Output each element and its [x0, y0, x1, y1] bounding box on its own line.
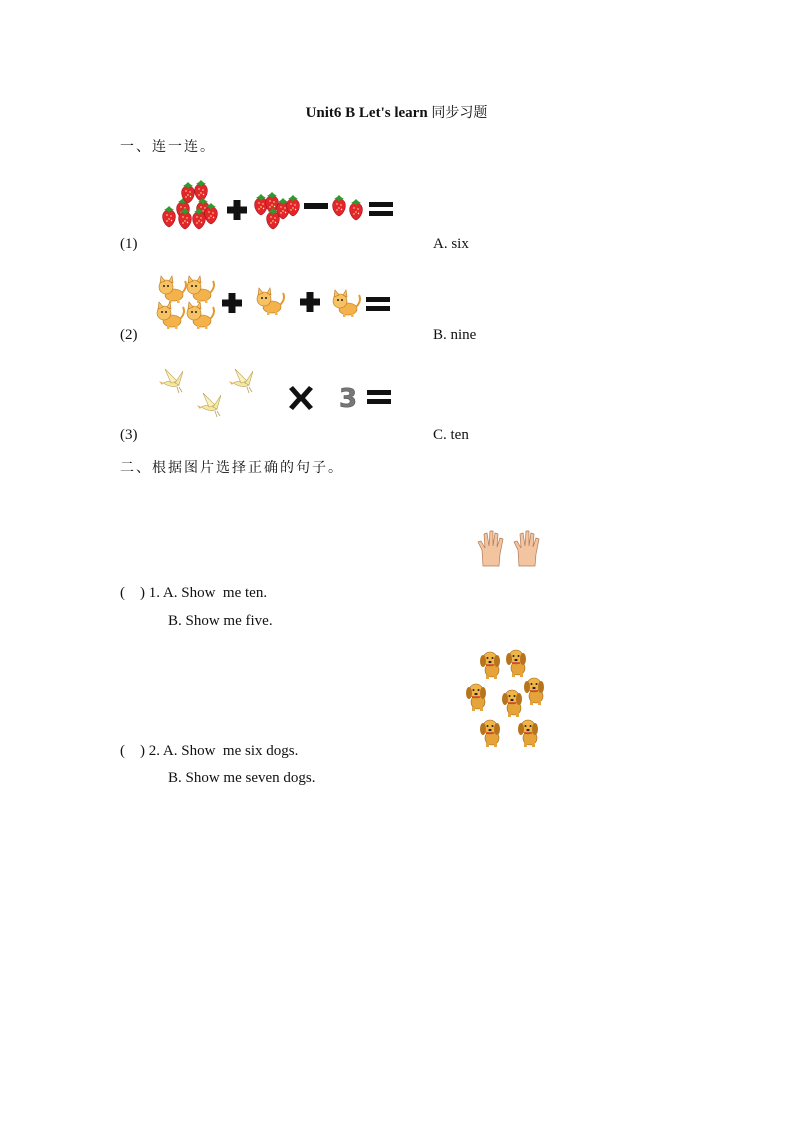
- item-1-number: (1): [120, 236, 138, 252]
- kitten-icon: [257, 288, 284, 315]
- question-2-option-b: B. Show me seven dogs.: [168, 770, 316, 786]
- title-cn: 同步习题: [431, 105, 488, 121]
- plus-icon: [222, 293, 242, 313]
- item-2-number: (2): [120, 327, 138, 343]
- question-1-option-a: ( ) 1. A. Show me ten.: [120, 585, 268, 601]
- right-hand-icon: [514, 531, 539, 566]
- bird-group-icon: [159, 369, 253, 417]
- section1-heading: 一、连一连。: [120, 139, 216, 155]
- dogs-picture: [462, 648, 552, 760]
- kitten-icon: [333, 290, 360, 317]
- equals-icon: [369, 202, 393, 216]
- answer-a: A. six: [433, 236, 469, 252]
- title-en: Unit6 B Let's learn: [305, 105, 428, 121]
- plus-icon: [300, 292, 320, 312]
- plus-icon: [227, 200, 247, 220]
- multiplier-number: 3: [339, 384, 358, 414]
- strawberry-group-icon: [163, 180, 218, 229]
- equals-icon: [366, 297, 390, 311]
- equals-icon: [367, 390, 391, 404]
- left-hand-icon: [478, 531, 503, 566]
- small-strawberries-icon: [255, 192, 300, 229]
- section2-heading: 二、根据图片选择正确的句子。: [120, 460, 344, 476]
- equation-1-picture: [155, 180, 395, 230]
- puppy-group-icon: [466, 650, 544, 747]
- page-title: [0, 102, 793, 122]
- equation-3-picture: [155, 365, 395, 425]
- minus-icon: [304, 203, 328, 209]
- times-icon: [289, 386, 313, 410]
- strawberry-icon: [333, 195, 346, 216]
- equation-2-picture: [152, 275, 392, 335]
- kitten-group-icon: [157, 276, 214, 329]
- question-2-option-a: ( ) 2. A. Show me six dogs.: [120, 743, 299, 759]
- two-hands-picture: [472, 526, 552, 568]
- answer-b: B. nine: [433, 327, 477, 343]
- item-3-number: (3): [120, 427, 138, 443]
- strawberry-icon: [350, 199, 363, 220]
- question-1-option-b: B. Show me five.: [168, 613, 273, 629]
- answer-c: C. ten: [433, 427, 469, 443]
